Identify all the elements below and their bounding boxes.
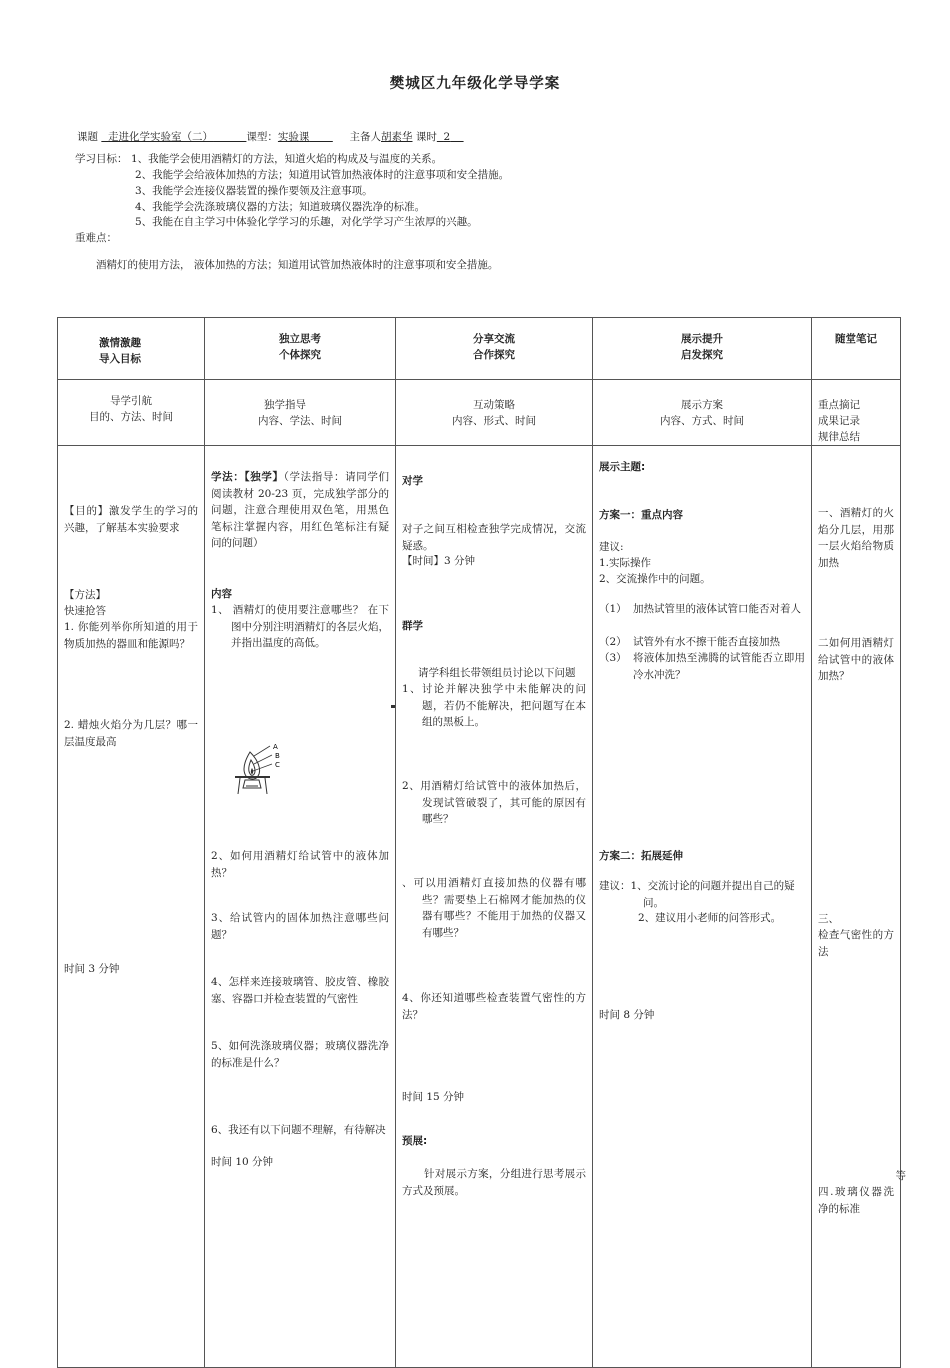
note-2: 二如何用酒精灯给试管中的液体加热？	[818, 637, 894, 682]
col-self-body	[205, 446, 396, 1368]
group-question-4: 4、你还知道哪些检查装置气密性的方法？	[402, 992, 586, 1021]
type-value: 实验课	[277, 131, 310, 143]
subheader-self: 独学指导 内容、学法、时间	[205, 380, 396, 446]
period-value: 2	[443, 131, 451, 143]
theme-label: 展示主题:	[599, 461, 646, 473]
goal-item: 5、我能在自主学习中体验化学学习的乐趣，对化学学习产生浓厚的兴趣。	[135, 216, 478, 228]
show-time: 时间 8 分钟	[599, 1009, 655, 1021]
self-question-4: 4、怎样来连接玻璃管、胶皮管、橡胶塞、容器口并检查装置的气密性	[211, 976, 389, 1005]
plan2-label: 方案二：拓展延伸	[599, 850, 683, 862]
header-col-intro: 激情激趣 导入目标	[58, 318, 205, 380]
subheader-intro: 导学引航 目的、方法、时间	[58, 380, 205, 446]
self-method: 学法：【独学】（学法指导：请同学们阅读教材 20-23 页，完成独学部分的问题，注意合理使用双色笔，用黑色笔标注掌握内容，用红色笔标注有疑问的问题）	[211, 471, 389, 549]
intro-question-2: 2. 蜡烛火焰分为几层？哪一层温度最高	[64, 719, 198, 748]
flame-label-b: B	[275, 752, 280, 760]
header-col-share: 分享交流 合作探究	[396, 318, 593, 380]
note-3a: 三、	[818, 913, 839, 925]
flame-label-a: A	[273, 743, 278, 751]
group-question-2: 2、用酒精灯给试管中的液体加热后，发现试管破裂了，其可能的原因有哪些？	[402, 780, 586, 825]
col-share-body	[396, 446, 593, 1368]
plan2-suggest-2: 2、建议用小老师的问答形式。	[638, 912, 782, 924]
subheader-show: 展示方案 内容、方式、时间	[593, 380, 812, 446]
check-num: （1）	[599, 603, 627, 615]
content-label: 内容	[211, 588, 232, 600]
intro-time: 时间 3 分钟	[64, 963, 120, 975]
plan2-suggest-1: 建议：1、交流讨论的问题并提出自己的疑问。	[599, 880, 795, 909]
page-title: 樊城区九年级化学导学案	[389, 76, 561, 92]
header-col-show: 展示提升 启发探究	[593, 318, 812, 380]
self-question-6: 6、我还有以下问题不理解，有待解决	[211, 1124, 386, 1136]
alcohol-lamp-icon	[220, 740, 295, 808]
group-label: 群学	[402, 620, 423, 632]
alcohol-lamp-diagram	[220, 740, 295, 808]
check-text: 试管外有水不擦干能否直接加热	[633, 636, 780, 648]
goal-item: 3、我能学会连接仪器装置的操作要领及注意事项。	[135, 185, 373, 197]
check-num: （3）	[599, 652, 627, 664]
pair-time: 【时间】3 分钟	[402, 555, 476, 567]
key-text: 酒精灯的使用方法， 液体加热的方法；知道用试管加热液体时的注意事项和安全措施。	[96, 259, 499, 271]
goal-item: 4、我能学会洗涤玻璃仪器的方法；知道玻璃仪器洗净的标准。	[135, 201, 426, 213]
note-3b: 检查气密性的方法	[818, 929, 894, 958]
group-question-1: 1、讨论并解决独学中未能解决的问题，若仍不能解决，把问题写在本组的黑板上。	[402, 683, 586, 728]
goal-item: 1、我能学会使用酒精灯的方法，知道火焰的构成及与温度的关系。	[131, 153, 443, 165]
pair-label: 对学	[402, 475, 423, 487]
key-label: 重难点：	[75, 232, 117, 244]
subheader-share: 互动策略 内容、形式、时间	[396, 380, 593, 446]
type-label: 课型：	[246, 131, 278, 143]
flame-label-c: C	[275, 761, 280, 769]
pair-text: 对子之间互相检查独学完成情况，交流疑惑。	[402, 523, 586, 552]
share-time: 时间 15 分钟	[402, 1091, 465, 1103]
preview-label: 预展:	[402, 1135, 428, 1147]
goal-item: 2、我能学会给液体加热的方法；知道用试管加热液体时的注意事项和安全措施。	[135, 169, 510, 181]
goals-label: 学习目标：	[75, 153, 128, 165]
self-question-5: 5、如何洗涤玻璃仪器；玻璃仪器洗净的标准是什么？	[211, 1040, 389, 1069]
purpose-text: 【目的】激发学生的学习的兴趣，了解基本实验要求	[64, 505, 198, 534]
method-label: 【方法】	[64, 589, 106, 601]
preview-text: 针对展示方案，分组进行思考展示方式及预展。	[402, 1168, 586, 1197]
stray-mark	[391, 705, 395, 708]
check-text: 将液体加热至沸腾的试管能否立即用冷水冲洗？	[633, 652, 805, 681]
topic-label: 课题	[77, 131, 98, 143]
intro-question-1: 1. 你能列举你所知道的用于物质加热的器皿和能源吗？	[64, 621, 198, 650]
header-col-notes: 随堂笔记	[812, 318, 901, 380]
col-intro-body	[58, 446, 205, 1368]
author-value: 胡素华	[381, 131, 413, 143]
suggest-item: 1.实际操作	[599, 557, 652, 569]
header-col-self: 独立思考 个体探究	[205, 318, 396, 380]
method-text: 快速抢答	[64, 605, 106, 617]
note-4: 四.玻璃仪器洗净的标准	[818, 1186, 894, 1215]
suggest-item: 2、交流操作中的问题。	[599, 573, 711, 585]
subheader-notes: 重点摘记 成果记录 规律总结	[812, 380, 901, 446]
self-question-3: 3、给试管内的固体加热注意哪些问题？	[211, 912, 389, 941]
note-1: 一、酒精灯的火焰分几层，用那一层火焰给物质加热	[818, 507, 894, 569]
col-notes-body	[812, 446, 906, 1368]
self-question-1: 1、 酒精灯的使用要注意哪些？ 在下图中分别注明酒精灯的各层火焰，并指出温度的高低。	[211, 604, 389, 649]
suggest-label: 建议:	[599, 541, 624, 553]
plan1-label: 方案一：重点内容	[599, 509, 683, 521]
period-label: 课时	[415, 131, 437, 143]
note-4-prefix: 等	[895, 1170, 906, 1182]
check-num: （2）	[599, 636, 627, 648]
author-label: 主备人	[349, 131, 381, 143]
lesson-meta	[77, 129, 464, 144]
self-time: 时间 10 分钟	[211, 1156, 274, 1168]
group-intro: 请学科组长带领组员讨论以下问题	[418, 667, 576, 679]
topic-value: 走进化学实验室（二）	[108, 131, 214, 143]
self-question-2: 2、如何用酒精灯给试管中的液体加热？	[211, 850, 389, 879]
lesson-table	[57, 317, 906, 1368]
check-text: 加热试管里的液体试管口能否对着人	[633, 603, 801, 615]
col-show-body	[593, 446, 812, 1368]
group-question-3: 、可以用酒精灯直接加热的仪器有哪些？需要垫上石棉网才能加热的仪器有哪些？不能用于加热的仪器又有哪些？	[402, 877, 586, 939]
